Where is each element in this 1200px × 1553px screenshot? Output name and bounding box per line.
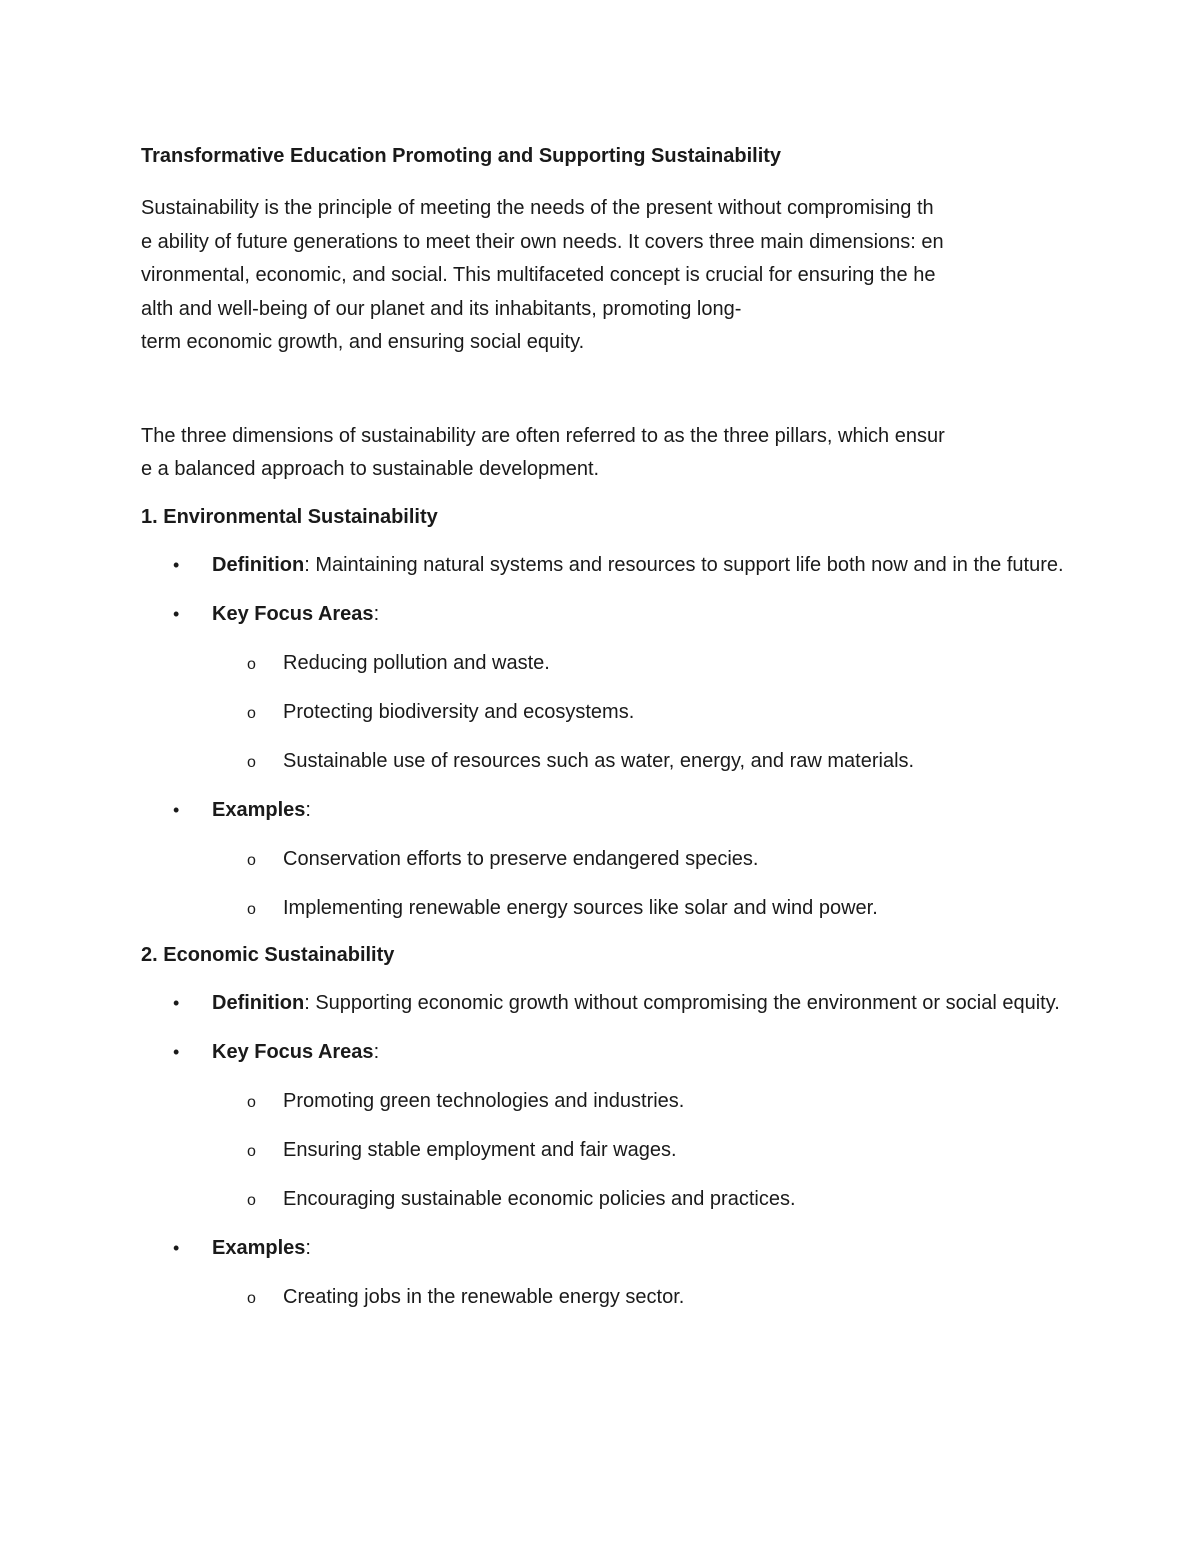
- section-heading: 1. Environmental Sustainability: [141, 505, 438, 528]
- focus-sublist: [212, 1085, 1066, 1215]
- list-item: [212, 1281, 1066, 1313]
- pillars-line: The three dimensions of sustainability are often referred to as the three pillars, which ensur: [141, 424, 945, 447]
- focus-label: Key Focus Areas: [212, 602, 374, 625]
- section-heading: 2. Economic Sustainability: [141, 943, 395, 966]
- list-item: [212, 1085, 1066, 1117]
- focus-label: Key Focus Areas: [212, 1040, 374, 1063]
- bullet-icon: •: [173, 992, 180, 1013]
- colon: :: [305, 1236, 311, 1259]
- pillars-line: e a balanced approach to sustainable development.: [141, 458, 600, 480]
- document-page: [141, 142, 1066, 1330]
- pillars-paragraph: [141, 420, 1066, 487]
- sub-bullet-icon: o: [247, 900, 256, 918]
- definition-item: [141, 549, 1066, 581]
- sub-bullet-icon: o: [247, 753, 256, 771]
- intro-line: term economic growth, and ensuring social equity.: [141, 331, 585, 353]
- example-text: Creating jobs in the renewable energy sector.: [283, 1285, 685, 1308]
- examples-label: Examples: [212, 798, 306, 821]
- bullet-icon: •: [173, 554, 180, 575]
- section-list: [141, 987, 1066, 1313]
- example-text: Conservation efforts to preserve endangered species.: [283, 847, 759, 870]
- focus-text: Encouraging sustainable economic policies and practices.: [283, 1187, 796, 1210]
- bullet-icon: •: [173, 799, 180, 820]
- list-item: [212, 647, 1066, 679]
- section-list: [141, 549, 1066, 924]
- example-text: Implementing renewable energy sources like solar and wind power.: [283, 896, 878, 919]
- examples-sublist: [212, 1281, 1066, 1313]
- colon: :: [373, 602, 380, 625]
- focus-text: Sustainable use of resources such as water, energy, and raw materials.: [283, 749, 915, 772]
- list-item: [212, 892, 1066, 924]
- section-economic: [141, 941, 1066, 1313]
- intro-line: e ability of future generations to meet their own needs. It covers three main dimensions: en: [141, 230, 944, 253]
- examples-sublist: [212, 843, 1066, 924]
- definition-text: : Supporting economic growth without compromising the environment or social equity.: [304, 991, 1060, 1014]
- list-item: [212, 696, 1066, 728]
- intro-line: vironmental, economic, and social. This multifaceted concept is crucial for ensuring the he: [141, 264, 936, 286]
- focus-text: Reducing pollution and waste.: [283, 651, 550, 674]
- sub-bullet-icon: o: [247, 704, 256, 722]
- colon: :: [373, 1040, 380, 1063]
- sub-bullet-icon: o: [247, 1093, 256, 1111]
- sub-bullet-icon: o: [247, 655, 256, 673]
- examples-label: Examples: [212, 1236, 306, 1259]
- list-item: [212, 843, 1066, 875]
- definition-label: Definition: [212, 991, 305, 1014]
- bullet-icon: •: [173, 603, 180, 624]
- list-item: [212, 1183, 1066, 1215]
- section-environmental: [141, 503, 1066, 924]
- sub-bullet-icon: o: [247, 1142, 256, 1160]
- focus-text: Protecting biodiversity and ecosystems.: [283, 700, 635, 723]
- colon: :: [305, 798, 311, 821]
- focus-areas-item: [141, 598, 1066, 777]
- definition-text: : Maintaining natural systems and resources to support life both now and in the future.: [304, 553, 1064, 576]
- document-title: Transformative Education Promoting and Supporting Sustainability: [141, 145, 782, 167]
- intro-line: alth and well-being of our planet and its inhabitants, promoting long-: [141, 297, 742, 320]
- examples-item: [141, 1232, 1066, 1313]
- sub-bullet-icon: o: [247, 1191, 256, 1209]
- focus-text: Promoting green technologies and industries.: [283, 1089, 685, 1112]
- list-item: [212, 745, 1066, 777]
- intro-line: Sustainability is the principle of meeting the needs of the present without compromising th: [141, 197, 934, 219]
- examples-item: [141, 794, 1066, 924]
- bullet-icon: •: [173, 1041, 180, 1062]
- bullet-icon: •: [173, 1237, 180, 1258]
- focus-sublist: [212, 647, 1066, 777]
- sub-bullet-icon: o: [247, 851, 256, 869]
- definition-label: Definition: [212, 553, 305, 576]
- focus-areas-item: [141, 1036, 1066, 1215]
- list-item: [212, 1134, 1066, 1166]
- definition-item: [141, 987, 1066, 1019]
- sub-bullet-icon: o: [247, 1289, 256, 1307]
- intro-paragraph: [141, 192, 1066, 360]
- focus-text: Ensuring stable employment and fair wages.: [283, 1138, 677, 1161]
